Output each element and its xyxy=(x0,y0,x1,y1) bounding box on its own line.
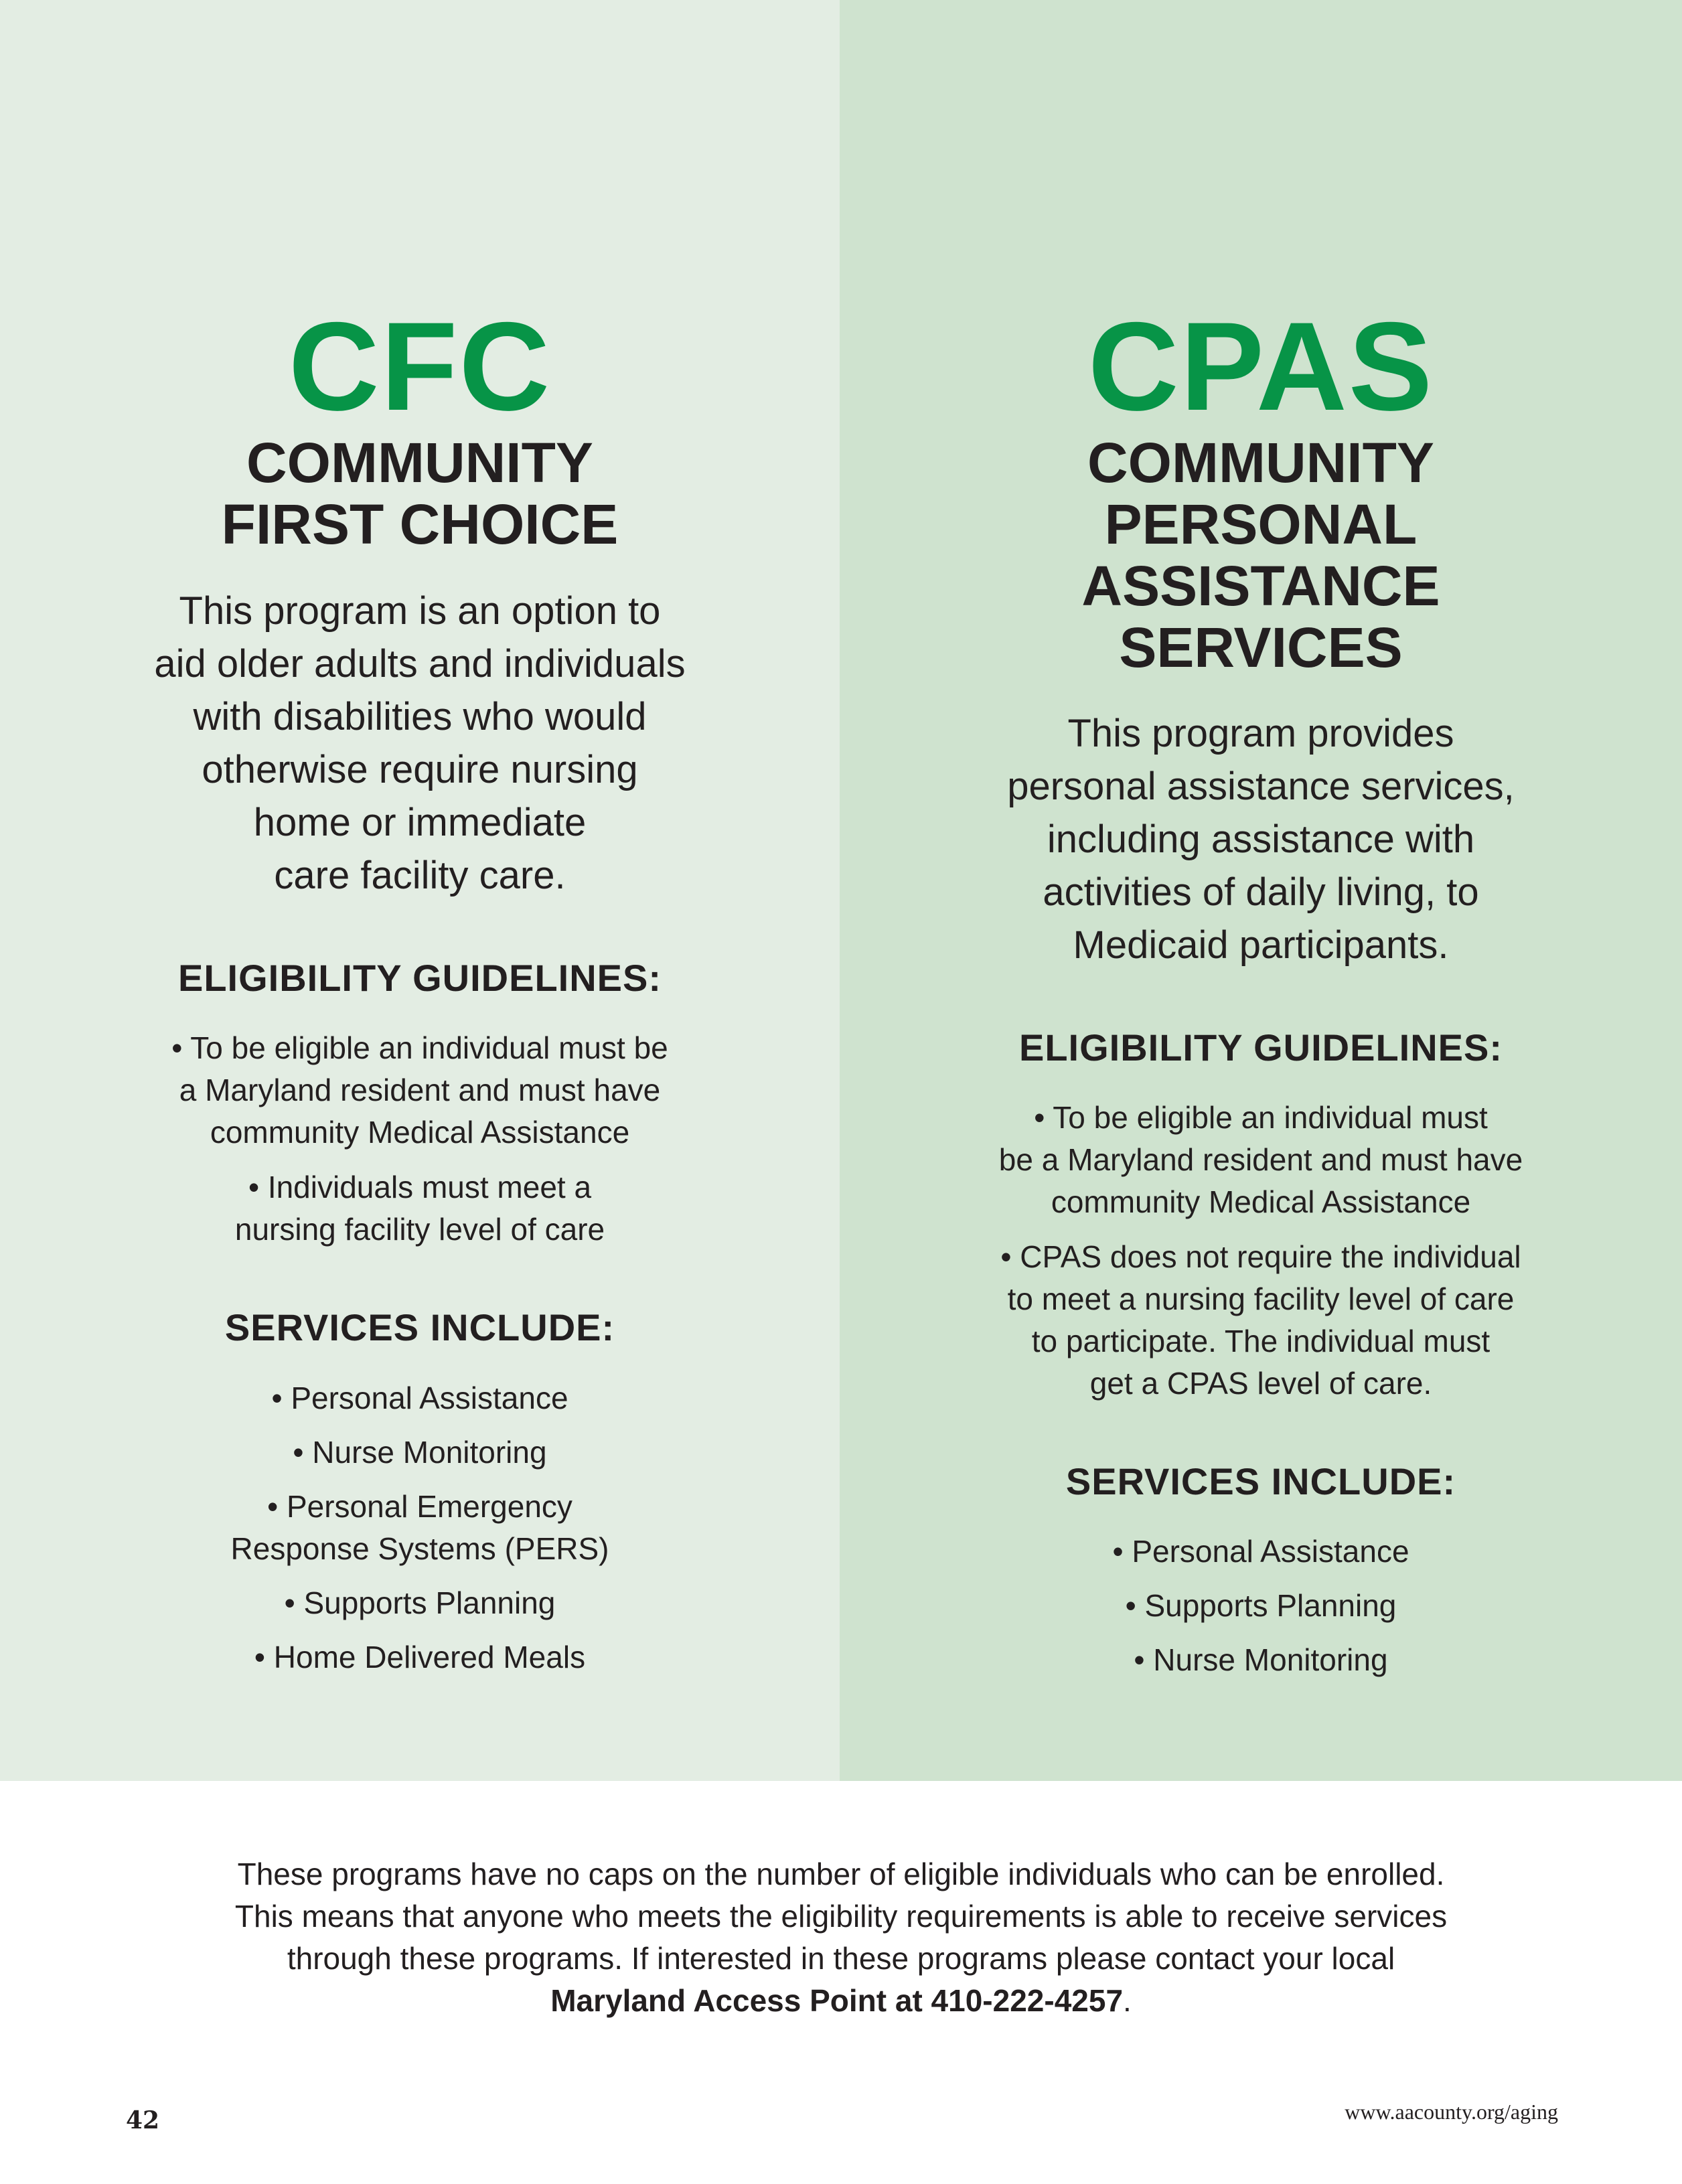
item-line: • Home Delivered Meals xyxy=(254,1640,586,1674)
cpas-eligibility-heading: ELIGIBILITY GUIDELINES: xyxy=(1018,1026,1503,1069)
name-line: FIRST CHOICE xyxy=(221,493,619,556)
cpas-acronym: CPAS xyxy=(1087,296,1434,437)
cfc-services-heading: SERVICES INCLUDE: xyxy=(224,1306,615,1348)
name-line: SERVICES xyxy=(1119,616,1403,679)
description-line: Medicaid participants. xyxy=(1073,923,1449,967)
eligibility-item xyxy=(840,1097,1682,1223)
item-line: • CPAS does not require the individual xyxy=(1000,1239,1521,1274)
item-line: • Personal Assistance xyxy=(1112,1534,1409,1569)
item-line: community Medical Assistance xyxy=(210,1115,630,1150)
description-line: including assistance with xyxy=(1047,817,1475,861)
item-line: Response Systems (PERS) xyxy=(230,1531,609,1566)
item-line: • Nurse Monitoring xyxy=(1134,1642,1388,1677)
service-item xyxy=(0,1486,840,1570)
description-line: with disabilities who would xyxy=(193,695,647,738)
service-item xyxy=(840,1639,1682,1681)
service-item xyxy=(0,1636,840,1679)
cpas-description xyxy=(840,707,1682,971)
item-line: to meet a nursing facility level of care xyxy=(1007,1281,1515,1316)
eligibility-item xyxy=(0,1027,840,1154)
contact-suffix: . xyxy=(1123,1983,1132,2018)
description-line: aid older adults and individuals xyxy=(154,642,686,686)
item-line: • Nurse Monitoring xyxy=(293,1435,547,1470)
description-line: home or immediate xyxy=(253,801,587,844)
service-item xyxy=(0,1377,840,1419)
name-line: COMMUNITY xyxy=(246,431,593,494)
cfc-eligibility-list xyxy=(0,1027,840,1251)
enrollment-note xyxy=(0,1853,1682,2022)
item-line: • To be eligible an individual must be xyxy=(171,1030,668,1065)
item-line: • To be eligible an individual must xyxy=(1034,1100,1488,1135)
name-line: COMMUNITY xyxy=(1087,431,1434,494)
item-line: be a Maryland resident and must have xyxy=(998,1142,1523,1177)
description-line: This program provides xyxy=(1067,712,1454,755)
description-line: activities of daily living, to xyxy=(1043,870,1479,914)
cfc-services-list xyxy=(0,1377,840,1691)
eligibility-item xyxy=(0,1166,840,1251)
item-line: • Individuals must meet a xyxy=(248,1170,592,1204)
note-line: This means that anyone who meets the eligibility requirements is able to receive services xyxy=(234,1899,1448,1934)
cfc-column xyxy=(0,0,840,1781)
service-item xyxy=(840,1585,1682,1627)
item-line: get a CPAS level of care. xyxy=(1089,1366,1432,1401)
website-url: www.aacounty.org/aging xyxy=(1345,2100,1558,2124)
description-line: This program is an option to xyxy=(179,589,661,633)
description-line: personal assistance services, xyxy=(1007,765,1515,808)
item-line: community Medical Assistance xyxy=(1051,1184,1471,1219)
item-line: • Supports Planning xyxy=(1125,1588,1397,1623)
cpas-services-heading: SERVICES INCLUDE: xyxy=(1065,1460,1456,1502)
item-line: • Personal Assistance xyxy=(271,1381,568,1415)
cfc-description xyxy=(0,584,840,902)
note-contact-line xyxy=(0,1980,1682,2022)
description-line: otherwise require nursing xyxy=(202,748,638,791)
contact-info: Maryland Access Point at 410-222-4257 xyxy=(550,1983,1124,2018)
description-line: care facility care. xyxy=(274,854,566,897)
cpas-eligibility-list xyxy=(840,1097,1682,1405)
cfc-acronym: CFC xyxy=(288,296,552,437)
cpas-column xyxy=(840,0,1682,1781)
service-item xyxy=(0,1431,840,1474)
service-item xyxy=(0,1582,840,1624)
cfc-eligibility-heading: ELIGIBILITY GUIDELINES: xyxy=(177,957,662,999)
cfc-program-name xyxy=(0,432,840,555)
page-number: 42 xyxy=(126,2106,160,2134)
name-line: PERSONAL xyxy=(1104,493,1418,556)
item-line: a Maryland resident and must have xyxy=(179,1073,661,1107)
item-line: • Personal Emergency xyxy=(267,1489,572,1524)
item-line: to participate. The individual must xyxy=(1031,1324,1490,1358)
note-line: through these programs. If interested in these programs please contact your local xyxy=(287,1941,1395,1976)
cpas-services-list xyxy=(840,1531,1682,1693)
name-line: ASSISTANCE xyxy=(1081,554,1440,617)
item-line: nursing facility level of care xyxy=(234,1212,605,1247)
eligibility-item xyxy=(840,1236,1682,1405)
note-line: These programs have no caps on the number of eligible individuals who can be enrolled. xyxy=(237,1857,1445,1891)
item-line: • Supports Planning xyxy=(284,1585,556,1620)
cpas-program-name xyxy=(840,432,1682,678)
service-item xyxy=(840,1531,1682,1573)
